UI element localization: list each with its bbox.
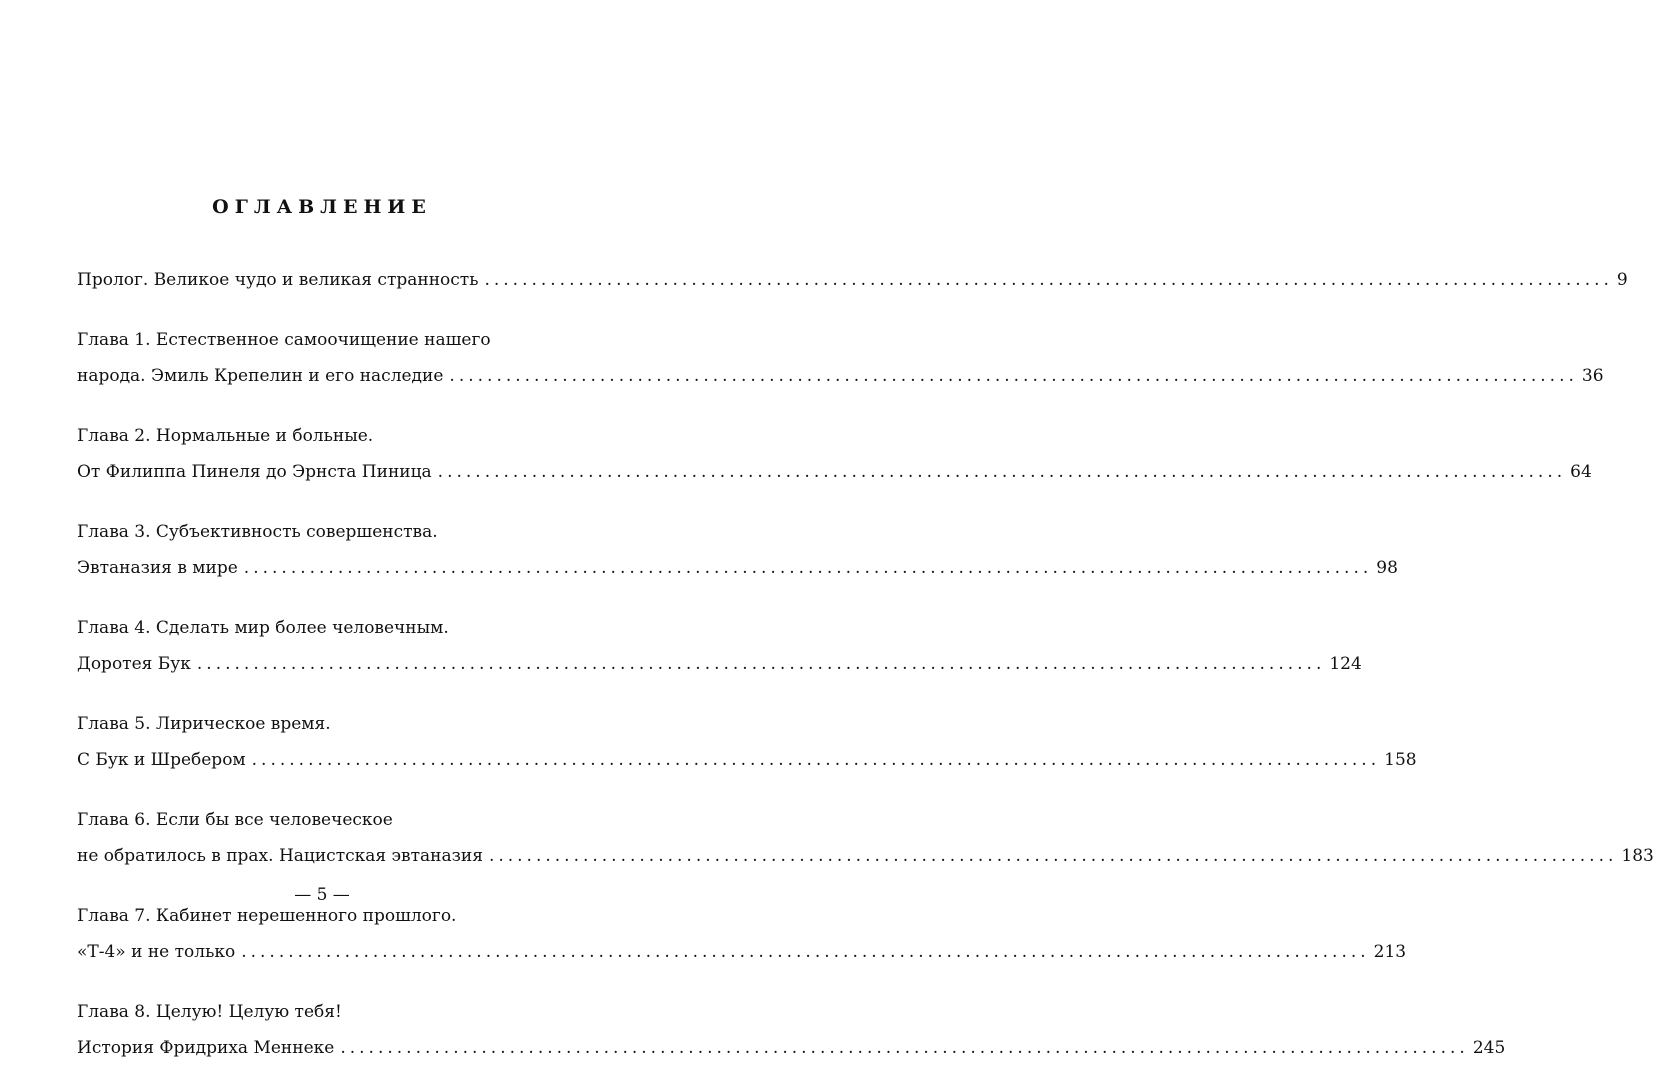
toc-entry-title: Глава 3. Субъективность совершенства. [77,522,438,542]
toc-page-number: 64 [1570,462,1592,482]
toc-entry [77,994,1506,1066]
toc-entry-subtitle: Доротея Бук [77,654,191,674]
toc-entry [77,418,1592,490]
toc-entry-subtitle: народа. Эмиль Крепелин и его наследие [77,366,444,386]
toc-page-number: 124 [1329,654,1362,674]
toc-entry [77,322,1604,394]
toc-page-number: 183 [1621,846,1654,866]
toc-entry-title: Глава 7. Кабинет нерешенного прошлого. [77,906,457,926]
toc-entry [77,610,1362,682]
toc-entry [77,514,1398,586]
dot-leader: ........................................................................................................................ [484,270,1613,290]
toc-entry-subtitle: От Филиппа Пинеля до Эрнста Пиница [77,462,432,482]
toc-entry-title: Глава 8. Целую! Целую тебя! [77,1002,342,1022]
dot-leader: ........................................................................................................................ [437,462,1567,482]
toc-entry-title: Глава 2. Нормальные и больные. [77,426,374,446]
toc-line [77,802,523,838]
table-of-contents [77,262,1654,1090]
toc-entry-subtitle: Эвтаназия в мире [77,558,238,578]
dot-leader: ........................................................................................................................ [340,1038,1469,1058]
toc-line [77,838,1654,874]
toc-entry-subtitle: История Фридриха Меннеке [77,1038,335,1058]
toc-entry [77,802,1654,874]
toc-entry-subtitle: не обратилось в прах. Нацистская эвтаназия [77,846,483,866]
toc-entry [77,706,1417,778]
toc-line [77,322,523,358]
dot-leader: ........................................................................................................................ [488,846,1618,866]
toc-line [77,994,523,1030]
dot-leader: ........................................................................................................................ [449,366,1578,386]
toc-line [77,934,1407,970]
toc-entry-title: Глава 4. Сделать мир более человечным. [77,618,449,638]
toc-line [77,742,1417,778]
dot-leader: ........................................................................................................................ [241,942,1370,962]
toc-page-number: 245 [1472,1038,1506,1058]
toc-entry-title: Пролог. Великое чудо и великая странность [77,270,479,290]
toc-line [77,514,523,550]
toc-line [77,706,523,742]
page-number-footer: — 5 — [294,885,350,905]
toc-line [77,610,523,646]
toc-entry [77,262,1628,298]
toc-page-number: 158 [1384,750,1417,770]
toc-line [77,1030,1506,1066]
dot-leader: ........................................................................................................................ [243,558,1373,578]
dot-leader: ........................................................................................................................ [196,654,1326,674]
toc-entry-title: Глава 5. Лирическое время. [77,714,331,734]
toc-page-number: 98 [1376,558,1398,578]
toc-line [77,646,1362,682]
toc-line [77,454,1592,490]
toc-entry-subtitle: С Бук и Шребером [77,750,246,770]
toc-line [77,358,1604,394]
toc-page-number: 213 [1373,942,1407,962]
toc-entry-subtitle: «Т-4» и не только [77,942,236,962]
toc-line [77,550,1398,586]
toc-line [77,262,1628,298]
toc-page-number: 9 [1616,270,1628,290]
toc-line [77,418,523,454]
toc-entry-title: Глава 1. Естественное самоочищение нашего [77,330,491,350]
toc-entry-title: Глава 6. Если бы все человеческое [77,810,393,830]
dot-leader: ........................................................................................................................ [251,750,1381,770]
toc-page-number: 36 [1581,366,1604,386]
toc-entry [77,898,1407,970]
page-title: ОГЛАВЛЕНИЕ [212,196,432,218]
